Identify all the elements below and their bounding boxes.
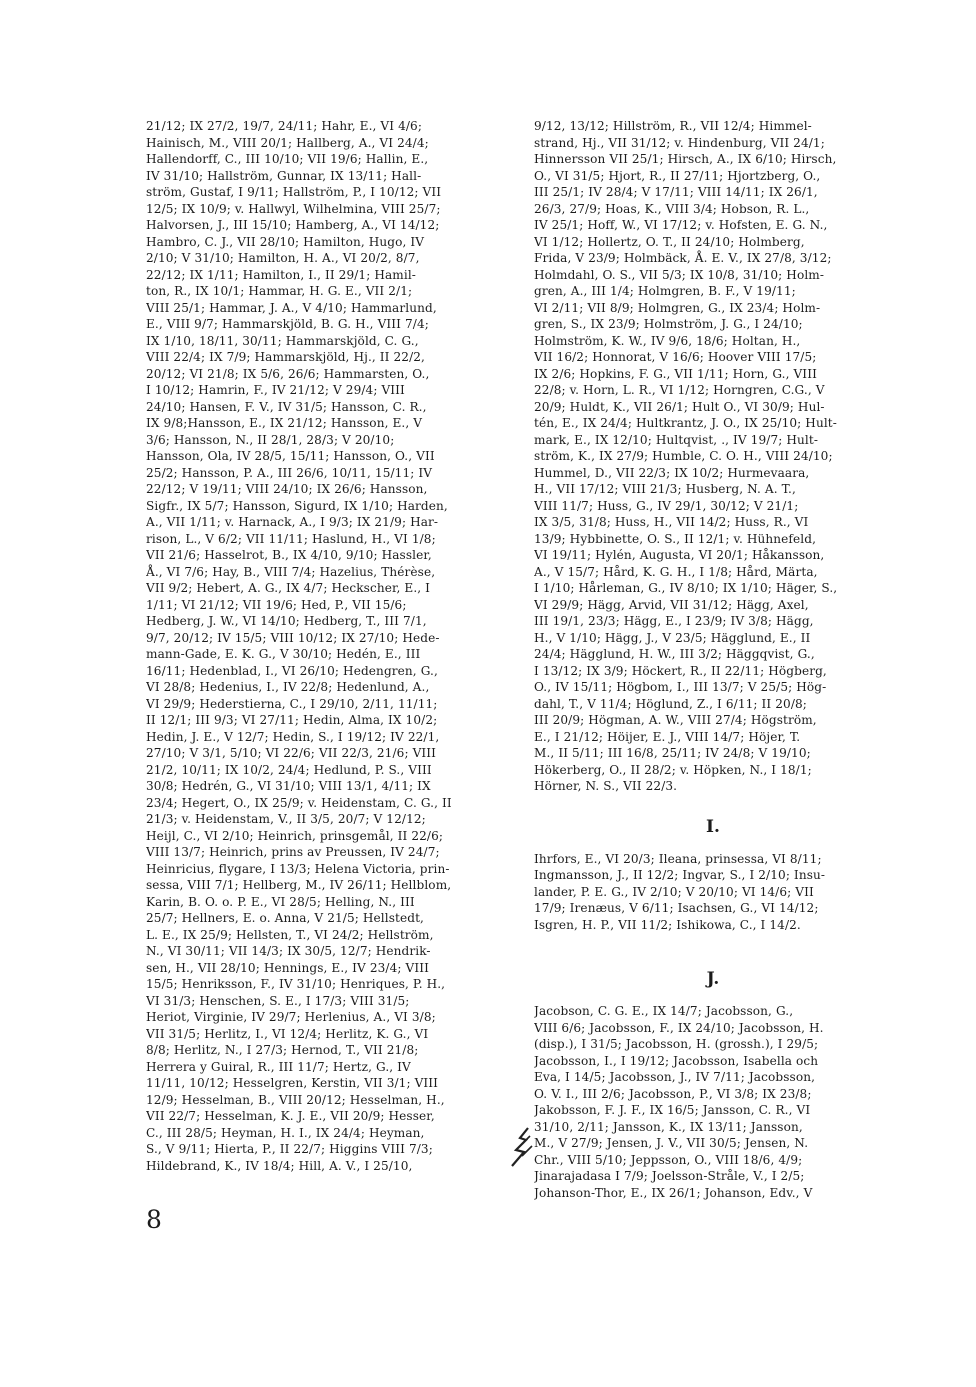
index-line: Heriot, Virginie, IV 29/7; Herlenius, A., VI 3/8; [146,1010,436,1024]
index-line: Sigfr., IX 5/7; Hansson, Sigurd, IX 1/10; Harden, [146,498,448,513]
index-line: IX 3/5, 31/8; Huss, H., VII 14/2; Huss, R., VI [534,515,809,529]
index-line: dahl, T., V 11/4; Höglund, Z., I 6/11; II 20/8; [534,696,807,711]
left-column [146,118,514,1174]
index-line: I 13/12; IX 3/9; Höckert, R., II 22/11; Högberg, [534,663,827,678]
index-line: Hökerberg, O., II 28/2; v. Höpken, N., I 18/1; [534,762,812,777]
index-line: N., VI 30/11; VII 14/3; IX 30/5, 12/7; Hendrik- [146,944,431,958]
index-line: VI 2/11; VII 8/9; Holmgren, G., IX 23/4; Holm- [534,300,821,315]
index-line: sessa, VIII 7/1; Hellberg, M., IV 26/11; Hellblom, [146,878,452,892]
index-line: VIII 11/7; Huss, G., IV 29/1, 30/12; V 21/1; [534,498,799,513]
index-line: VII 9/2; Hebert, A. G., IX 4/7; Heckscher, E., I [146,581,431,595]
index-line: IV 25/1; Hoff, W., VI 17/12; v. Hofsten, E. G. N., [534,218,828,232]
right-column [534,118,892,1201]
index-line: VIII 6/6; Jacobsson, F., IX 24/10; Jacobsson, H. [534,1020,824,1035]
index-line: IX 2/6; Hopkins, F. G., VII 1/11; Horn, G., VIII [534,366,817,381]
index-line: Jakobsson, F. J. F., IX 16/5; Jansson, C. R., VI [534,1103,811,1117]
index-line: Eva, I 14/5; Jacobsson, J., IV 7/11; Jacobsson, [534,1070,816,1084]
section-i-entries [534,851,892,934]
index-line: strand, Hj., VII 31/12; v. Hindenburg, VII 24/1; [534,135,825,150]
index-line: 16/11; Hedenblad, I., VI 26/10; Hedengren, G., [146,663,438,678]
index-line: tén, E., IX 24/4; Hultkrantz, J. O., IX 25/10; Hult- [534,416,837,430]
index-line: 22/12; V 19/11; VIII 24/10; IX 26/6; Hansson, [146,482,428,496]
index-line: 12/5; IX 10/9; v. Hallwyl, Wilhelmina, VIII 25/7; [146,201,441,216]
index-line: IX 9/8;Hansson, E., IX 21/12; Hansson, E., V [146,416,423,430]
index-line: mark, E., IX 12/10; Hultqvist, ., IV 19/7; Hult- [534,432,819,447]
index-line: III 20/9; Högman, A. W., VIII 27/4; Högström, [534,713,817,727]
index-line: I 10/12; Hamrin, F., IV 21/12; V 29/4; VIII [146,383,405,397]
index-line: Halvorsen, J., III 15/10; Hamberg, A., VI 14/12; [146,218,440,232]
index-line: gren, A., III 1/4; Holmgren, B. F., V 19/11; [534,284,796,298]
index-line: VIII 25/1; Hammar, J. A., V 4/10; Hammarlund, [146,300,437,315]
index-line: 8/8; Herlitz, N., I 27/3; Hernod, T., VII 21/8; [146,1043,419,1057]
page-number: 8 [146,1205,162,1234]
index-line: I 1/10; Hårleman, G., IV 8/10; IX 1/10; Häger, S., [534,581,838,595]
printer-ornament-mark [506,1124,536,1170]
index-line: Å., VI 7/6; Hay, B., VIII 7/4; Hazelius, Thérèse, [146,564,436,579]
index-line: M., II 5/11; III 16/8, 25/11; IV 24/8; V 19/10; [534,746,811,760]
index-line: Jacobson, C. G. E., IX 14/7; Jacobsson, G., [534,1004,794,1018]
index-line: VII 16/2; Honnorat, V 16/6; Hoover VIII 17/5; [534,350,817,364]
index-line: 22/8; v. Horn, L. R., VI 1/12; Horngren, C.G., V [534,383,825,397]
index-line: 27/10; V 3/1, 5/10; VI 22/6; VII 22/3, 21/6; VIII [146,746,437,760]
index-line: Chr., VIII 5/10; Jeppsson, O., VIII 18/6, 4/9; [534,1152,803,1167]
index-line: Hambro, C. J., VII 28/10; Hamilton, Hugo, IV [146,234,425,249]
index-line: A., V 15/7; Hård, K. G. H., I 1/8; Hård, Märta, [534,564,818,579]
index-line: H., VII 17/12; VIII 21/3; Husberg, N. A. T., [534,482,796,496]
index-line: III 25/1; IV 28/4; V 17/11; VIII 14/11; IX 26/1, [534,185,818,199]
index-line: 25/2; Hansson, P. A., III 26/6, 10/11, 15/11; IV [146,465,433,480]
index-line: 20/9; Huldt, K., VII 26/1; Hult O., VI 30/9; Hul- [534,399,825,414]
index-line: Isgren, H. P., VII 11/2; Ishikowa, C., I 14/2. [534,917,801,932]
index-line: 1/11; VI 21/12; VII 19/6; Hed, P., VII 15/6; [146,597,407,612]
index-line: II 12/1; III 9/3; VI 27/11; Hedin, Alma, IX 10/2; [146,713,438,727]
index-line: Jinarajadasa I 7/9; Joelsson-Stråle, V., I 2/5; [534,1169,805,1183]
index-line: 22/12; IX 1/11; Hamilton, I., II 29/1; Hamil- [146,267,416,282]
index-line: M., V 27/9; Jensen, J. V., VII 30/5; Jensen, N. [534,1136,809,1150]
index-line: VII 21/6; Hasselrot, B., IX 4/10, 9/10; Hassler, [146,548,432,562]
index-line: Holmström, K. W., IV 9/6, 18/6; Holtan, H., [534,333,801,348]
index-line: Heinricius, flygare, I 13/3; Helena Victoria, prin- [146,861,450,876]
index-line: Heijl, C., VI 2/10; Heinrich, prinsgemål, II 22/6; [146,828,444,843]
index-line: 24/4; Hägglund, H. W., III 3/2; Häggqvist, G., [534,647,815,661]
index-line: 9/12, 13/12; Hillström, R., VII 12/4; Himmel- [534,119,812,133]
index-line: O., IV 15/11; Högbom, I., III 13/7; V 25/5; Hög- [534,680,827,694]
index-line: 15/5; Henriksson, F., IV 31/10; Henriques, P. H., [146,977,446,991]
index-line: 23/4; Hegert, O., IX 25/9; v. Heidenstam, C. G., II [146,795,452,810]
index-line: Holmdahl, O. S., VII 5/3; IX 10/8, 31/10; Holm- [534,267,825,282]
index-line: O. V. I., III 2/6; Jacobsson, P., VI 3/8; IX 23/8; [534,1086,812,1101]
index-line: 21/3; v. Heidenstam, V., II 3/5, 20/7; V 12/12; [146,812,426,826]
index-line: 24/10; Hansen, F. V., IV 31/5; Hansson, C. R., [146,399,427,414]
index-line: Frida, V 23/9; Holmbäck, Å. E. V., IX 27/8, 3/12; [534,251,832,265]
index-line: 26/3, 27/9; Hoas, K., VIII 3/4; Hobson, R. L., [534,201,810,216]
index-line: VII 31/5; Herlitz, I., VI 12/4; Herlitz, K. G., VI [146,1026,429,1041]
index-line: III 19/1, 23/3; Hägg, E., I 23/9; IV 3/8; Hägg, [534,614,814,628]
index-line: E., VIII 9/7; Hammarskjöld, B. G. H., VIII 7/4; [146,317,429,331]
index-line: VI 19/11; Hylén, Augusta, VI 20/1; Håkansson, [534,548,825,562]
index-line: Hörner, N. S., VII 22/3. [534,779,678,793]
index-line: S., V 9/11; Hierta, P., II 22/7; Higgins VIII 7/3; [146,1142,433,1156]
index-line: VIII 22/4; IX 7/9; Hammarskjöld, Hj., II 22/2, [146,350,425,364]
index-line: 11/11, 10/12; Hesselgren, Kerstin, VII 3/1; VIII [146,1076,439,1090]
section-heading-j: J. [706,969,720,989]
index-line: Hallendorff, C., III 10/10; VII 19/6; Hallin, E., [146,152,429,166]
index-line: 21/12; IX 27/2, 19/7, 24/11; Hahr, E., VI 4/6; [146,119,423,133]
index-line: 20/12; VI 21/8; IX 5/6, 26/6; Hammarsten, O., [146,366,430,381]
index-line: lander, P. E. G., IV 2/10; V 20/10; VI 14/6; VII [534,884,814,899]
index-line: Hildebrand, K., IV 18/4; Hill, A. V., I 25/10, [146,1158,413,1173]
index-line: ström, K., IX 27/9; Humble, C. O. H., VIII 24/10; [534,449,833,463]
index-line: 21/2, 10/11; IX 10/2, 24/4; Hedlund, P. S., VIII [146,762,432,777]
index-line: Hedberg, J. W., VI 14/10; Hedberg, T., III 7/1, [146,614,427,628]
index-line: ström, Gustaf, I 9/11; Hallström, P., I 10/12; VII [146,185,442,199]
index-line: Ingmansson, J., II 12/2; Ingvar, S., I 2/10; Insu- [534,868,826,882]
index-line: Hummel, D., VII 22/3; IX 10/2; Hurmevaara, [534,465,810,480]
index-line: sen, H., VII 28/10; Hennings, E., IV 23/4; VIII [146,960,429,975]
index-line: VIII 13/7; Heinrich, prins av Preussen, IV 24/7; [146,845,440,859]
index-line: IV 31/10; Hallström, Gunnar, IX 13/11; Hall- [146,168,422,183]
index-line: E., I 21/12; Höijer, E. J., VIII 14/7; Höjer, T. [534,729,801,744]
index-line: 13/9; Hybbinette, O. S., II 12/1; v. Hühnefeld, [534,531,817,546]
index-line: gren, S., IX 23/9; Holmström, J. G., I 24/10; [534,317,803,331]
index-line: Ihrfors, E., VI 20/3; Ileana, prinsessa, VI 8/11; [534,851,822,866]
index-line: 12/9; Hesselman, B., VIII 20/12; Hesselman, H., [146,1092,445,1107]
index-line: VI 1/12; Hollertz, O. T., II 24/10; Holmberg, [534,234,805,249]
index-line: 2/10; V 31/10; Hamilton, H. A., VI 20/2, 8/7, [146,251,420,265]
index-line: 25/7; Hellners, E. o. Anna, V 21/5; Hellstedt, [146,911,424,925]
index-line: mann-Gade, E. K. G., V 30/10; Hedén, E., III [146,647,421,661]
index-line: A., VII 1/11; v. Harnack, A., I 9/3; IX 21/9; Har- [146,515,439,529]
index-line: ton, R., IX 10/1; Hammar, H. G. E., VII 2/1; [146,284,413,298]
index-line: Hainisch, M., VIII 20/1; Hallberg, A., VI 24/4; [146,135,429,150]
index-line: rison, L., V 6/2; VII 11/11; Haslund, H., VI 1/8; [146,531,436,546]
index-line: H., V 1/10; Hägg, J., V 23/5; Hägglund, E., II [534,630,811,645]
index-line: 3/6; Hansson, N., II 28/1, 28/3; V 20/10; [146,432,395,447]
index-line: Hinnersson VII 25/1; Hirsch, A., IX 6/10; Hirsch, [534,152,837,166]
index-line: Johanson-Thor, E., IX 26/1; Johanson, Edv., V [534,1185,813,1200]
index-line: VI 29/9; Hederstierna, C., I 29/10, 2/11, 11/11; [146,696,438,711]
index-line: L. E., IX 25/9; Hellsten, T., VI 24/2; Hellström, [146,927,434,942]
section-j-entries [534,1003,892,1201]
index-line: Jacobsson, I., I 19/12; Jacobsson, Isabella och [534,1053,819,1068]
index-line: VI 31/3; Henschen, S. E., I 17/3; VIII 31/5; [146,993,410,1008]
index-line: IX 1/10, 18/11, 30/11; Hammarskjöld, C. G., [146,333,419,348]
index-line: 30/8; Hedrén, G., VI 31/10; VIII 13/1, 4/11; IX [146,779,431,793]
index-line: C., III 28/5; Heyman, H. I., IX 24/4; Heyman, [146,1125,425,1140]
index-line: Karin, B. O. o. P. E., VI 28/5; Helling, N., III [146,894,415,909]
index-line: Hansson, Ola, IV 28/5, 15/11; Hansson, O., VII [146,449,435,463]
index-line: 31/10, 2/11; Jansson, K., IX 13/11; Jansson, [534,1119,803,1134]
index-line: Hedin, J. E., V 12/7; Hedin, S., I 19/12; IV 22/1, [146,729,440,744]
index-line: 9/7, 20/12; IV 15/5; VIII 10/12; IX 27/10; Hede- [146,630,440,645]
index-line: Herrera y Guiral, R., III 11/7; Hertz, G., IV [146,1059,411,1074]
index-line: O., VI 31/5; Hjort, R., II 27/11; Hjortzberg, O., [534,168,821,183]
index-line: VI 29/9; Hägg, Arvid, VII 31/12; Hägg, Axel, [534,597,809,612]
index-line: 17/9; Irenæus, V 6/11; Isachsen, G., VI 14/12; [534,901,819,915]
section-h-continued [534,118,892,795]
section-heading-i: I. [705,816,721,837]
index-line: VII 22/7; Hesselman, K. J. E., VII 20/9; Hesser, [146,1109,435,1123]
index-line: (disp.), I 31/5; Jacobsson, H. (grossh.), I 29/5; [534,1037,819,1051]
index-line: VI 28/8; Hedenius, I., IV 22/8; Hedenlund, A., [146,680,430,694]
